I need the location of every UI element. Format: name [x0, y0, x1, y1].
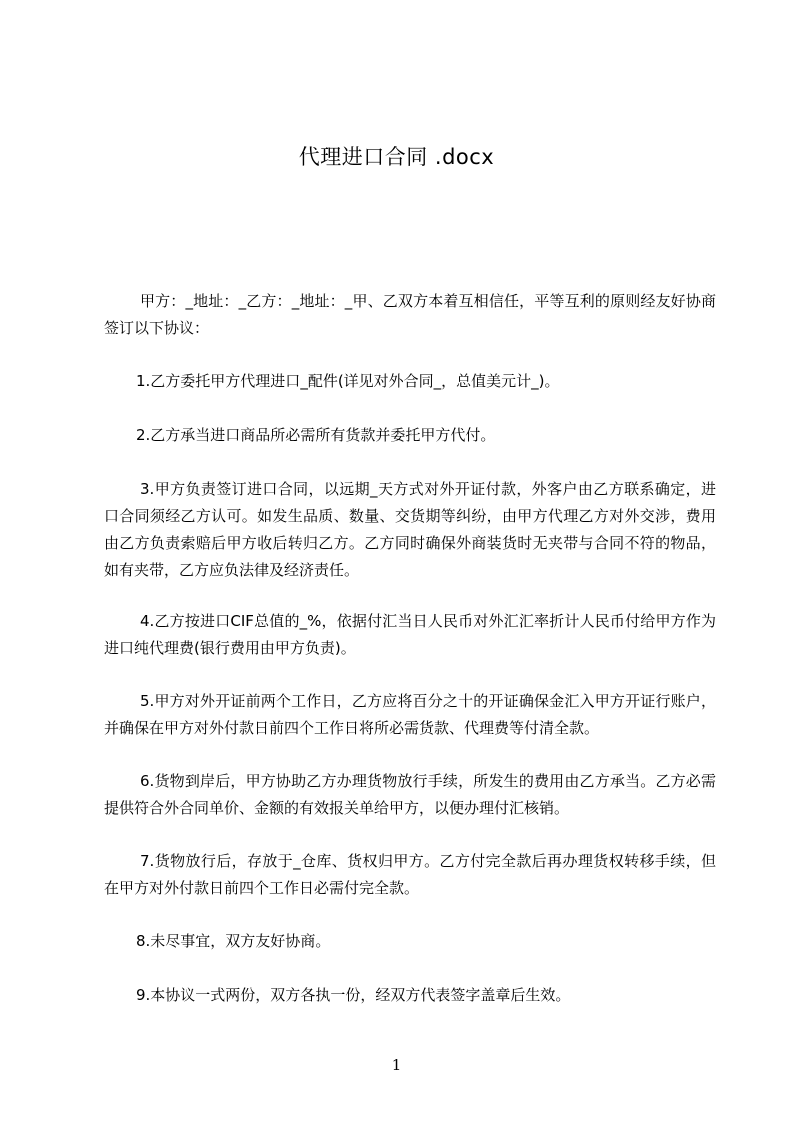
intro-paragraph: 甲方：_地址：_乙方：_地址：_甲、乙双方本着互相信任，平等互利的原则经友好协商签订以下协议： — [104, 292, 716, 337]
clause-2: 2.乙方承当进口商品所必需所有货款并委托甲方代付。 — [136, 426, 496, 444]
document-title: 代理进口合同 .docx — [298, 145, 495, 169]
clause-3: 3.甲方负责签订进口合同，以远期_天方式对外开证付款，外客户由乙方联系确定，进口合同须经乙方认可。如发生品质、数量、交货期等纠纷，由甲方代理乙方对外交涉，费用由乙方负责索赔后甲方收后转归乙方。乙方同时确保外商装货时无夹带与合同不符的物品，如有夹带，乙方应负法律及经济责任。 — [104, 480, 716, 579]
clause-4: 4.乙方按进口CIF总值的_%，依据付汇当日人民币对外汇汇率折计人民币付给甲方作为进口纯代理费(银行费用由甲方负责)。 — [104, 612, 716, 657]
clause-5: 5.甲方对外开证前两个工作日，乙方应将百分之十的开证确保金汇入甲方开证行账户，并确保在甲方对外付款日前四个工作日将所必需货款、代理费等付清全款。 — [104, 692, 716, 737]
clause-7: 7.货物放行后，存放于_仓库、货权归甲方。乙方付完全款后再办理货权转移手续，但在甲方对外付款日前四个工作日必需付完全款。 — [104, 852, 716, 897]
page-number: 1 — [391, 1056, 402, 1074]
clause-8: 8.未尽事宜，双方友好协商。 — [136, 932, 331, 950]
clause-6: 6.货物到岸后，甲方协助乙方办理货物放行手续，所发生的费用由乙方承当。乙方必需提供符合外合同单价、金额的有效报关单给甲方，以便办理付汇核销。 — [104, 772, 716, 817]
clause-1: 1.乙方委托甲方代理进口_配件(详见对外合同_，总值美元计_)。 — [136, 372, 560, 390]
clause-9: 9.本协议一式两份，双方各执一份，经双方代表签字盖章后生效。 — [136, 986, 571, 1004]
